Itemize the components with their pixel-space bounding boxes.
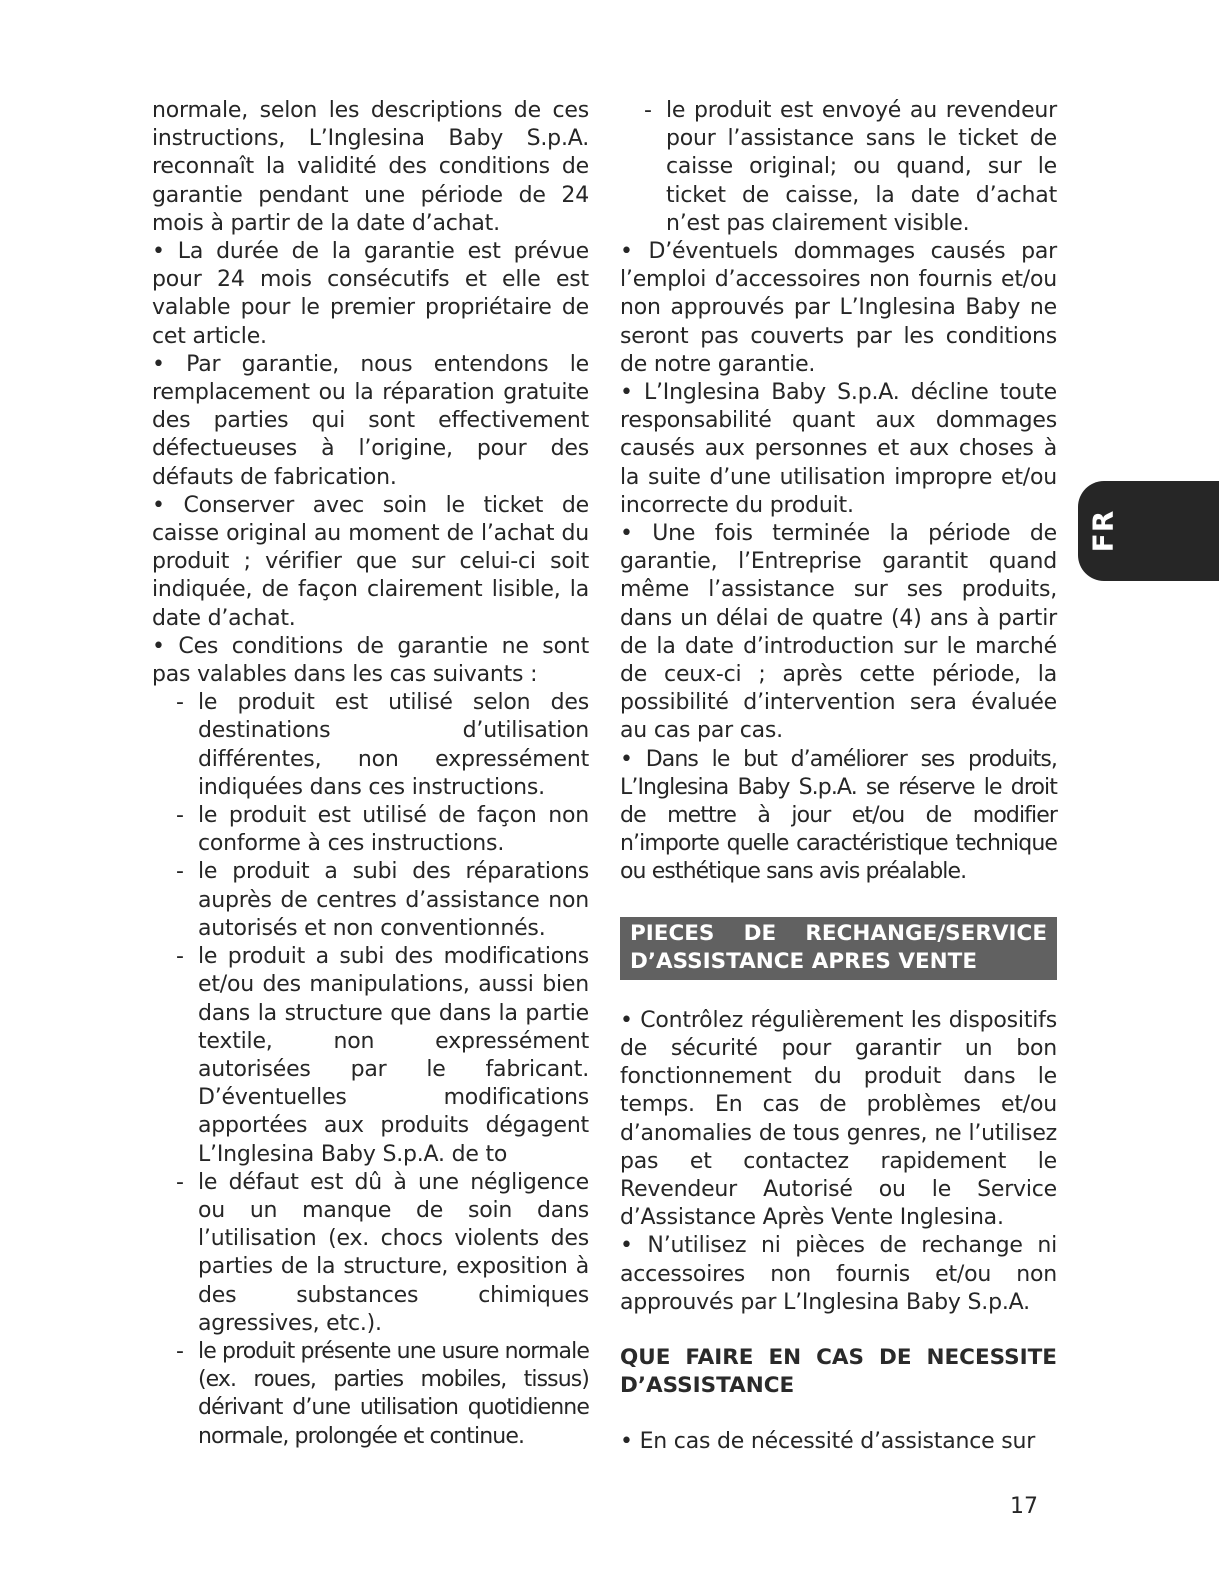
language-tab [1078,481,1219,581]
post-warranty-bullet: • Une fois terminée la période de garantie, l’Entreprise garantit quand même l’assistance sur ses produits, dans un délai de quatre (4) ans à partir de la date d’introduction sur le marché de ceux-ci ; après cette période, la possibilité d’intervention sera évaluée au cas par cas. [620,521,1057,744]
left-column [152,97,589,1451]
exclusion-item: - le produit présente une usure normale (ex. roues, parties mobiles, tissus) dérivant d’une utilisation quotidienne normale, prolongée et continue. [152,1338,589,1451]
exclusion-item: - le produit est envoyé au revendeur pour l’assistance sans le ticket de caisse original; ou quand, sur le ticket de caisse, la date d’achat n’est pas clairement visible. [620,97,1057,238]
modification-rights-bullet: • Dans le but d’améliorer ses produits, L’Inglesina Baby S.p.A. se réserve le droit de mettre à jour et/ou de modifier n’importe quelle caractéristique technique ou esthétique sans avis préalable. [620,746,1057,885]
safety-check-bullet: • Contrôlez régulièrement les dispositifs de sécurité pour garantir un bon fonctionnement du produit dans le temps. En cas de problèmes et/ou d’anomalies de tous genres, ne l’utilisez pas et contactez rapidement le Revendeur Autorisé ou le Service d’Assistance Après Vente Inglesina. [620,1007,1057,1231]
exclusion-item: - le produit a subi des réparations auprès de centres d’assistance non autorisés et non conventionnés. [152,858,589,943]
exclusion-item: - le produit est utilisé selon des destinations d’utilisation différentes, non expressément indiquées dans ces instructions. [152,689,589,802]
language-tab-label: FR [1086,509,1120,553]
accessories-damage-bullet: • D’éventuels dommages causés par l’emploi d’accessoires non fournis et/ou non approuvés par L’Inglesina Baby ne seront pas couverts par les conditions de notre garantie. [620,239,1057,377]
right-column [620,97,1057,1456]
liability-bullet: • L’Inglesina Baby S.p.A. décline toute responsabilité quant aux dommages causés aux personnes et aux choses à la suite d’une utilisation impropre et/ou incorrecte du produit. [620,380,1057,518]
spare-parts-bullet: • N’utilisez ni pièces de rechange ni accessoires non fournis et/ou non approuvés par L’Inglesina Baby S.p.A. [620,1233,1057,1315]
section-heading-assistance: QUE FAIRE EN CAS DE NECESSITE D’ASSISTANCE [620,1344,1057,1398]
intro-paragraph: normale, selon les descriptions de ces instructions, L’Inglesina Baby S.p.A. reconnaît la validité des conditions de garantie pendant une période de 24 mois à partir de la date d’achat. [152,98,589,236]
receipt-bullet: • Conserver avec soin le ticket de caisse original au moment de l’achat du produit ; vérifier que sur celui-ci soit indiquée, de façon clairement lisible, la date d’achat. [152,492,589,631]
section-heading-spare-parts: PIECES DE RECHANGE/SERVICE D’ASSISTANCE APRES VENTE [620,917,1057,980]
exclusion-item: - le produit a subi des modifications et/ou des manipulations, aussi bien dans la structure que dans la partie textile, non expressément autorisées par le fabricant. D’éventuelles modifications apportées aux produits dégagent L’Inglesina Baby S.p.A. de to [152,943,589,1169]
exclusions-bullet: • Ces conditions de garantie ne sont pas valables dans les cas suivants : [152,633,589,688]
assistance-bullet: • En cas de nécessité d’assistance sur [620,1428,1036,1454]
warranty-definition-bullet: • Par garantie, nous entendons le remplacement ou la réparation gratuite des parties qui sont effectivement défectueuses à l’origine, pour des défauts de fabrication. [152,351,589,490]
exclusion-item: - le produit est utilisé de façon non conforme à ces instructions. [152,802,589,858]
exclusion-item: - le défaut est dû à une négligence ou un manque de soin dans l’utilisation (ex. chocs violents des parties de la structure, exposition à des substances chimiques agressives, etc.). [152,1169,589,1338]
warranty-duration-bullet: • La durée de la garantie est prévue pour 24 mois consécutifs et elle est valable pour le premier propriétaire de cet article. [152,239,589,349]
page-number: 17 [1010,1494,1038,1519]
